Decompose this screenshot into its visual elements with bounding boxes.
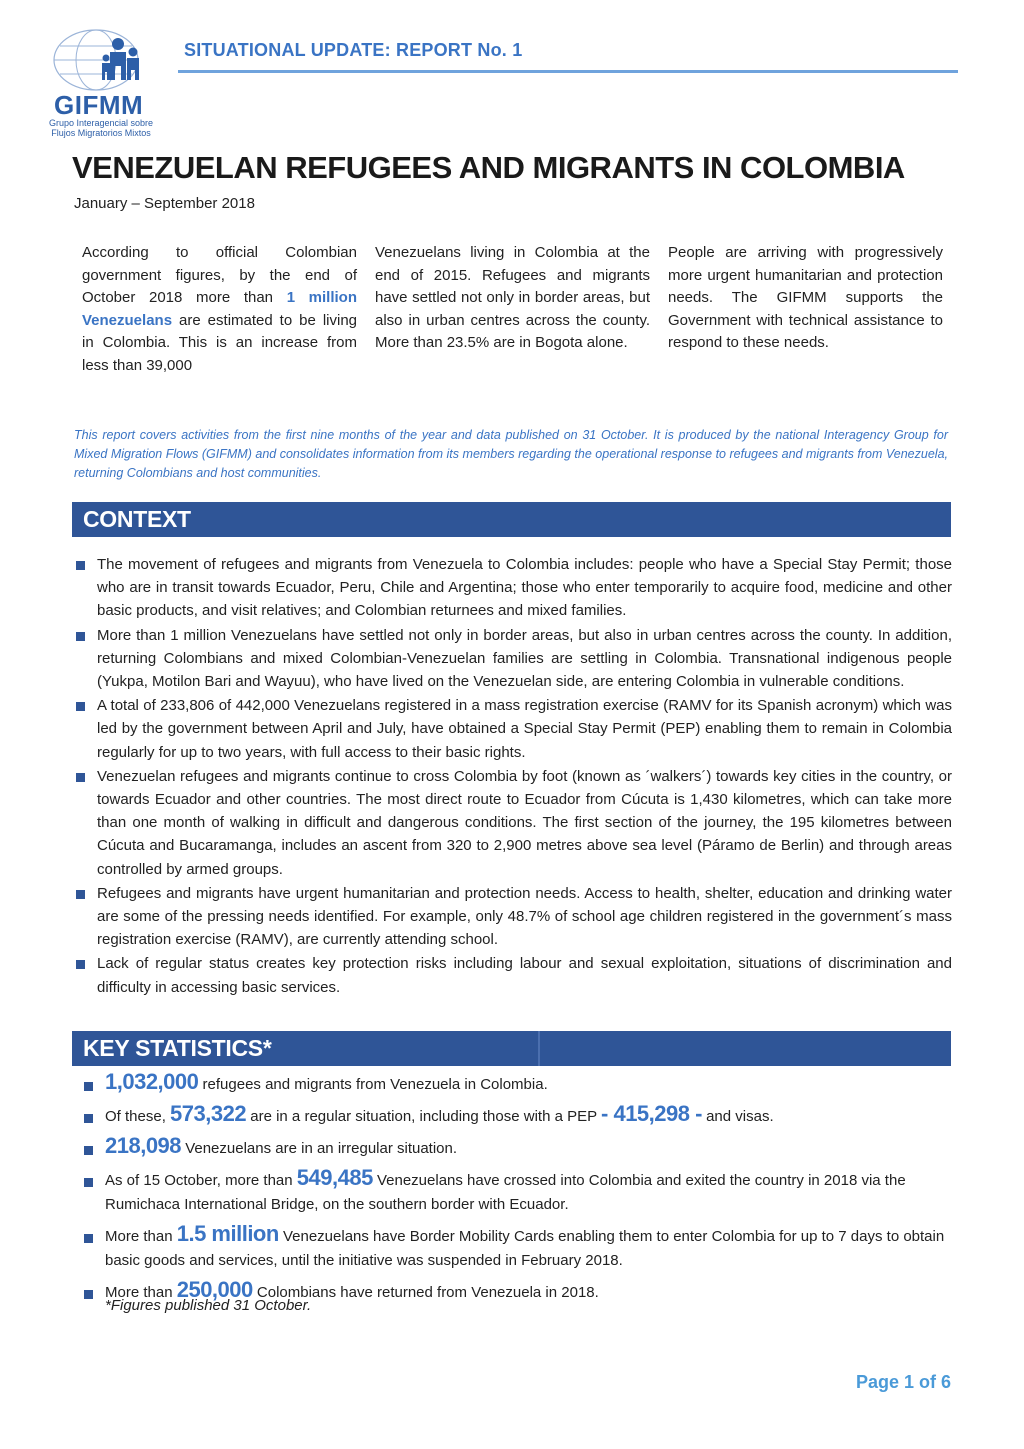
logo-name: GIFMM (54, 90, 144, 120)
header-rule (178, 70, 958, 73)
stat-item: 218,098 Venezuelans are in an irregular situation. (82, 1134, 952, 1161)
section-header-context (72, 502, 951, 537)
stat-item: 1,032,000 refugees and migrants from Venezuela in Colombia. (82, 1070, 952, 1097)
stat-item: As of 15 October, more than 549,485 Venezuelans have crossed into Colombia and exited the country in 2018 via the Rumichaca International Bridge, on the southern border with Ecuador. (82, 1166, 952, 1217)
stat-number: 1,032,000 (105, 1069, 199, 1094)
intro-text: are estimated to be living in Colombia. This is an increase from less than 39,000 (82, 311, 358, 374)
globe-people-icon (36, 22, 166, 92)
page-number: Page 1 of 6 (855, 1372, 951, 1392)
bullet-square-icon (84, 1178, 93, 1187)
bullet-square-icon (76, 890, 85, 899)
list-item: Lack of regular status creates key protection risks including labour and sexual exploitation, situations of discrimination and difficulty in accessing basic services. (74, 952, 952, 998)
intro-columns (82, 242, 944, 378)
context-list (74, 553, 952, 1000)
list-item: The movement of refugees and migrants from Venezuela to Colombia includes: people who have a Special Stay Permit; those who are in transit towards Ecuador, Peru, Chile and Argentina; those who enter temporarily to acquire food, medicine and other basic products, and visit relatives; and Colombian returnees and mixed families. (74, 553, 952, 623)
bullet-square-icon (76, 960, 85, 969)
intro-highlight: 1 million Venezuelans (82, 289, 358, 329)
list-item: Refugees and migrants have urgent humanitarian and protection needs. Access to health, shelter, education and drinking water are some of the pressing needs identified. For example, only 48.7% of school age children registered in the government´s mass registration exercise (RAMV), are currently attending school. (74, 882, 952, 952)
report-note: This report covers activities from the first nine months of the year and data published on 31 October. It is produced by the national Interagency Group for Mixed Migration Flows (GIFMM) and consolidates information from its members regarding the operational response to refugees and migrants from Venezuela, returning Colombians and host communities. (74, 428, 948, 480)
section-title: KEY STATISTICS* (83, 1035, 272, 1061)
list-item: More than 1 million Venezuelans have settled not only in border areas, but also in urban centres across the county. In addition, returning Colombians and mixed Colombian-Venezuelan families are settling in Colombia. Transnational indigenous people (Yukpa, Motilon Bari and Wayuu), who have lived on the Venezuelan side, are entering Colombia in vulnerable conditions. (74, 624, 952, 694)
stat-item: Of these, 573,322 are in a regular situation, including those with a PEP - 415,298 - and visas. (82, 1102, 952, 1129)
bullet-square-icon (84, 1114, 93, 1123)
stat-number: - 415,298 - (601, 1101, 702, 1126)
bullet-square-icon (76, 773, 85, 782)
bullet-square-icon (76, 561, 85, 570)
stat-item: More than 1.5 million Venezuelans have Border Mobility Cards enabling them to enter Colombia for up to 7 days to obtain basic goods and services, until the initiative was suspended in February 2018. (82, 1222, 952, 1273)
stat-number: 250,000 (176, 1277, 253, 1302)
bullet-square-icon (84, 1146, 93, 1155)
bullet-square-icon (76, 632, 85, 641)
intro-text: According to official Colombian government figures, by the end of October 2018 more than (82, 244, 357, 307)
list-item: Venezuelan refugees and migrants continue to cross Colombia by foot (known as ´walkers´) towards key cities in the country, or towards Ecuador and other countries. The most direct route to Ecuador from Cúcuta is 1,430 kilometres, which can take more than one month of walking in difficult and dangerous conditions. The first section of the journey, the 195 kilometres between Cúcuta and Bucaramanga, includes an ascent from 320 to 2,900 metres above sea level (Páramo de Berlin) and through areas controlled by armed groups. (74, 765, 952, 881)
document-subtitle: January – September 2018 (74, 195, 255, 212)
gifmm-logo (36, 22, 166, 140)
bullet-square-icon (84, 1234, 93, 1243)
report-label: SITUATIONAL UPDATE: REPORT No. 1 (184, 40, 523, 60)
stat-number: 549,485 (296, 1165, 373, 1190)
intro-column-3: People are arriving with progressively more urgent humanitarian and protection needs. The GIFMM supports the Government with technical assistance to respond to these needs. (668, 244, 943, 352)
stat-number: 573,322 (170, 1101, 247, 1126)
document-title: VENEZUELAN REFUGEES AND MIGRANTS IN COLOMBIA (72, 150, 905, 185)
intro-column-2: Venezuelans living in Colombia at the end of 2015. Refugees and migrants have settled not only in border areas, but also in urban centres across the county. More than 23.5% are in Bogota alone. (375, 244, 650, 352)
statistics-footnote: *Figures published 31 October. (105, 1297, 312, 1314)
bar-divider (538, 1031, 540, 1066)
intro-column-1 (82, 242, 357, 378)
section-header-key-statistics (72, 1031, 951, 1066)
statistics-list (82, 1070, 952, 1310)
stat-number: 218,098 (105, 1133, 182, 1158)
logo-subtitle: Grupo Interagencial sobre Flujos Migratorios Mixtos (48, 118, 154, 138)
bullet-square-icon (84, 1082, 93, 1091)
bullet-square-icon (76, 702, 85, 711)
stat-number: 1.5 million (176, 1221, 279, 1246)
section-title: CONTEXT (83, 506, 191, 532)
bullet-square-icon (84, 1290, 93, 1299)
stat-item: More than 250,000 Colombians have returned from Venezuela in 2018. (82, 1278, 952, 1305)
list-item: A total of 233,806 of 442,000 Venezuelans registered in a mass registration exercise (RAMV for its Spanish acronym) which was led by the government between April and July, have obtained a Special Stay Permit (PEP) enabling them to remain in Colombia regularly for up to two years, with full access to their basic rights. (74, 694, 952, 764)
